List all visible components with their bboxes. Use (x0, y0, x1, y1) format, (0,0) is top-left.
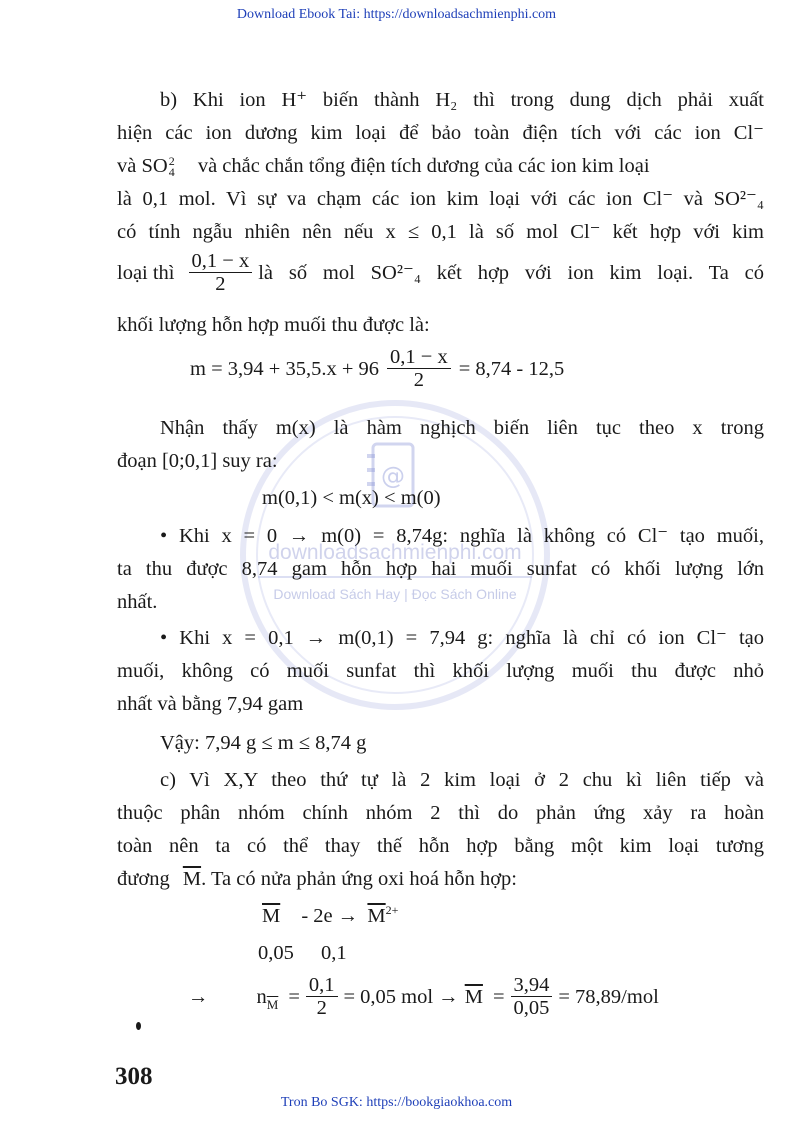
ion-charge: 2+ (385, 903, 399, 918)
metal-symbol: $\overline{M}$ (262, 905, 281, 927)
text-line: hiện các ion dương kim loại để bảo toàn điện tích với các ion Cl⁻ (117, 122, 764, 144)
fraction-numerator: 0,1 (306, 974, 338, 997)
page-number: 308 (115, 1063, 153, 1090)
reaction (262, 904, 398, 928)
conclusion: Vậy: 7,94 g ≤ m ≤ 8,74 g (160, 732, 367, 754)
fraction (511, 974, 553, 1019)
text-line: đoạn [0;0,1] suy ra: (117, 450, 278, 472)
text-line: khối lượng hỗn hợp muối thu được là: (117, 314, 430, 336)
text-line: nhất và bằng 7,94 gam (117, 693, 304, 715)
text-fragment: và chắc chắn tổng điện tích dương của các ion kim loại (197, 155, 650, 177)
mole-value: 0,05 (258, 942, 294, 964)
mole-symbol: n (256, 985, 267, 1008)
sulfate-charge: 2 4 (168, 154, 175, 180)
metal-symbol: $\overline{M}$ (182, 868, 202, 890)
text-line: có tính ngẫu nhiên nên nếu x ≤ 0,1 là số mol Cl⁻ kết hợp với kim (117, 221, 764, 243)
equation-left: m = 3,94 + 35,5.x + 96 (190, 357, 380, 380)
text-line: b) Khi ion H⁺ biến thành H₂ thì trong dung dịch phải xuất (160, 89, 764, 111)
text-line (117, 867, 517, 891)
text-line: • Khi x = 0 → m(0) = 8,74g: nghĩa là không có Cl⁻ tạo muối, (160, 525, 764, 547)
text-line: • Khi x = 0,1 → m(0,1) = 7,94 g: nghĩa là chỉ có ion Cl⁻ tạo (160, 627, 764, 649)
fraction (387, 346, 451, 391)
metal-symbol: $\overline{M}$ (464, 985, 483, 1008)
fraction-numerator: 0,1 − x (189, 250, 253, 273)
equation (190, 346, 564, 391)
header-download-link[interactable]: Download Ebook Tai: https://downloadsachmienphi.com (236, 7, 557, 22)
watermark-tagline: Download Sách Hay | Đọc Sách Online (273, 586, 517, 602)
text-line: toàn nên ta có thể thay thế hỗn hợp bằng một kim loại tương (117, 835, 764, 857)
footer-link[interactable]: Tron Bo SGK: https://bookgiaokhoa.com (280, 1095, 513, 1110)
calculation: → n $_{\overline{M}}$ = $\frac{0,1}{2}$ = 0,05 mol → $\overline{M}$ = $\frac{3,94}{0,05}$ = 78,89/mol (188, 974, 659, 1019)
text-fragment: đương (117, 868, 170, 890)
text-line (117, 250, 764, 295)
mole-values (258, 941, 347, 965)
svg-text:@: @ (381, 462, 405, 490)
text-line: Nhận thấy m(x) là hàm nghịch biến liên tục theo x trong (160, 417, 764, 439)
text-fragment: . Ta có nửa phản ứng oxi hoá hỗn hợp: (201, 868, 517, 890)
text-line: là 0,1 mol. Vì sự va chạm các ion kim loại với các ion Cl⁻ và SO²⁻₄ (117, 188, 764, 210)
text-fragment: và SO (117, 155, 168, 177)
fraction-denominator: 0,05 (513, 997, 550, 1019)
fraction-denominator: 2 (413, 369, 424, 391)
text-line: ta thu được 8,74 gam hỗn hợp hai muối sunfat có khối lượng lớn (117, 558, 764, 580)
arrow: → (188, 985, 209, 1008)
fraction-denominator: 2 (316, 997, 327, 1019)
fraction (306, 974, 338, 1019)
reaction-operator: - 2e → (301, 905, 359, 927)
print-speck (136, 1022, 141, 1030)
text-line: muối, không có muối sunfat thì khối lượng muối thu được nhỏ (117, 660, 764, 682)
mole-value: 0,1 (321, 942, 347, 964)
equals: = (492, 985, 505, 1008)
text-line: c) Vì X,Y theo thứ tự là 2 kim loại ở 2 chu kì liên tiếp và (160, 769, 764, 791)
inequality: m(0,1) < m(x) < m(0) (262, 487, 441, 509)
equation-right: = 8,74 - 12,5 (458, 357, 565, 380)
equals: = (288, 985, 300, 1008)
calc-result: = 78,89/mol (558, 985, 659, 1008)
fraction-denominator: 2 (215, 273, 226, 295)
watermark-site: downloadsachmienphi.com (268, 541, 522, 564)
metal-ion-symbol: $\overline{M}$ (367, 905, 386, 927)
calc-middle: = 0,05 mol → (343, 985, 459, 1008)
fraction (189, 250, 253, 295)
text-line: nhất. (117, 591, 158, 613)
text-line (117, 154, 650, 178)
text-fragment: loại thì (117, 261, 175, 284)
text-line: thuộc phân nhóm chính nhóm 2 thì do phản ứng xảy ra hoàn (117, 802, 764, 824)
fraction-numerator: 3,94 (511, 974, 553, 997)
text-fragment: là số mol SO²⁻₄ kết hợp với ion kim loại. Ta có (258, 261, 764, 284)
fraction-numerator: 0,1 − x (387, 346, 451, 369)
